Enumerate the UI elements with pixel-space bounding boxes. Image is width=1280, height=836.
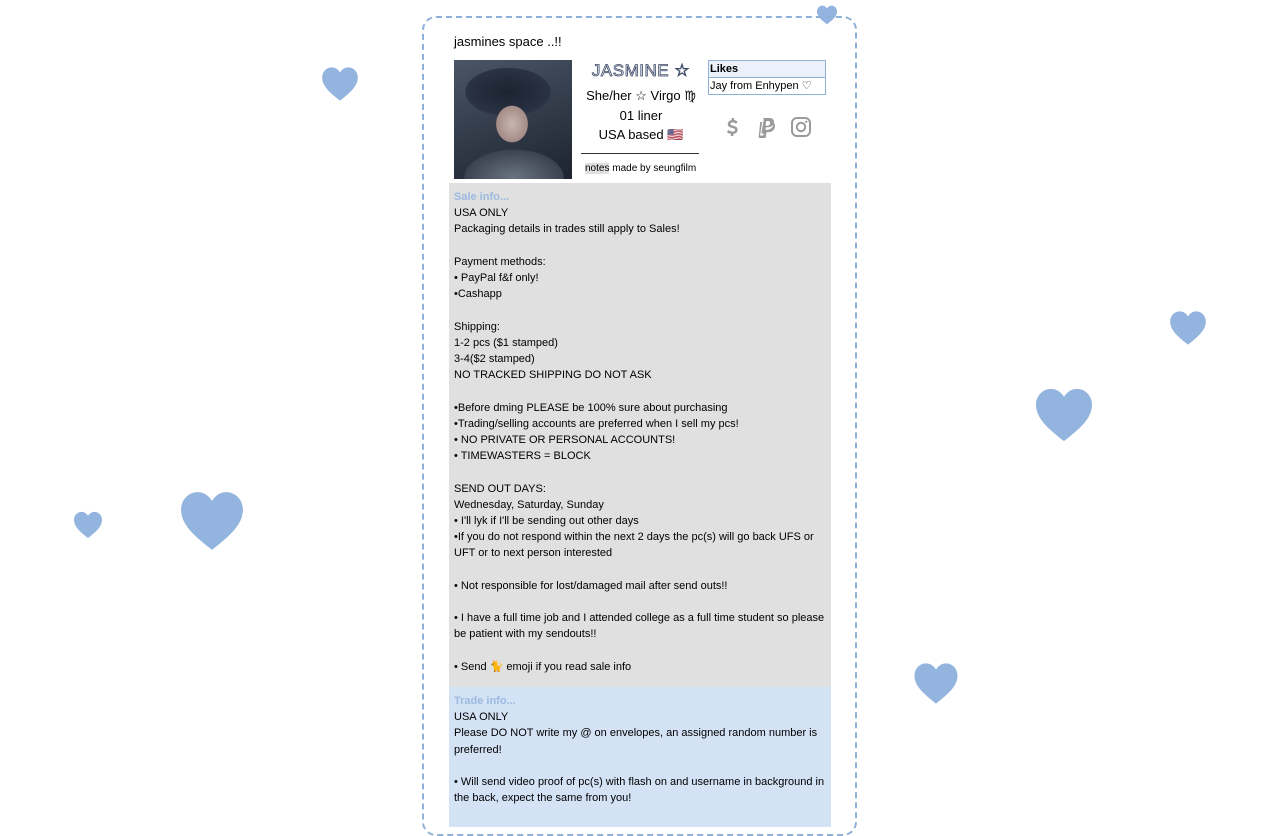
info-line: Payment methods: xyxy=(454,255,546,268)
info-line: • I'll lyk if I'll be sending out other days xyxy=(454,515,639,527)
credit-rest: made by seungfilm xyxy=(609,163,697,174)
heart-icon xyxy=(321,66,359,102)
info-line xyxy=(454,464,827,480)
credit-link[interactable]: notes xyxy=(585,163,610,174)
info-line xyxy=(454,594,827,610)
paypal-icon[interactable] xyxy=(755,115,779,139)
info-line: USA ONLY xyxy=(454,711,509,724)
info-line xyxy=(454,383,827,399)
liner-text: 01 liner xyxy=(619,108,663,123)
info-line xyxy=(454,302,827,318)
heart-icon xyxy=(913,662,959,705)
info-line: Wednesday, Saturday, Sunday xyxy=(454,498,604,511)
info-line xyxy=(454,238,827,254)
site-title: jasmines space ..!! xyxy=(454,34,562,49)
sale-info-lines xyxy=(454,205,827,675)
info-line: 1-2 pcs ($1 stamped) xyxy=(454,336,558,349)
info-line: • TIMEWASTERS = BLOCK xyxy=(454,450,591,463)
info-line: • PayPal f&f only! xyxy=(454,272,539,284)
info-line: •Cashapp xyxy=(454,288,502,301)
trade-info-lines xyxy=(454,709,827,806)
heart-icon xyxy=(179,490,245,552)
info-line: Packaging details in trades still apply to Sales! xyxy=(454,223,680,236)
info-line: • Send 🐈 emoji if you read sale info xyxy=(454,660,632,673)
info-line: • I have a full time job and I attended college as a full time student so please be patient with my sendouts!! xyxy=(454,612,828,641)
pronouns-sign: She/her ☆ Virgo ♍︎ xyxy=(586,88,696,103)
heart-icon xyxy=(1169,310,1207,346)
divider xyxy=(581,153,699,154)
info-line: USA ONLY xyxy=(454,207,509,220)
profile-photo xyxy=(454,60,572,179)
likes-box xyxy=(708,60,826,95)
info-line: •If you do not respond within the next 2 days the pc(s) will go back UFS or UFT or to next person interested xyxy=(454,531,817,560)
heart-icon xyxy=(1034,387,1094,443)
info-line: • NO PRIVATE OR PERSONAL ACCOUNTS! xyxy=(454,434,676,446)
sale-info-title: Sale info... xyxy=(454,191,510,203)
info-line xyxy=(454,758,827,774)
likes-value: Jay from Enhypen ♡ xyxy=(709,78,825,94)
location-text: USA based 🇺🇸 xyxy=(598,127,684,142)
trade-info-section xyxy=(449,687,831,827)
info-line xyxy=(454,643,827,659)
credit-text xyxy=(585,163,696,174)
likes-header: Likes xyxy=(709,61,825,78)
info-line: SEND OUT DAYS: xyxy=(454,482,546,495)
info-line: NO TRACKED SHIPPING DO NOT ASK xyxy=(454,369,652,382)
profile-name: JASMINE ☆ xyxy=(591,61,691,80)
sale-info-section xyxy=(449,183,831,687)
info-line: • Will send video proof of pc(s) with flash on and username in background in the back, expect the same from you! xyxy=(454,776,828,805)
info-line: •Trading/selling accounts are preferred when I sell my pcs! xyxy=(454,417,739,430)
trade-info-title: Trade info... xyxy=(454,695,516,707)
info-line xyxy=(454,562,827,578)
instagram-icon[interactable] xyxy=(789,115,813,139)
heart-icon xyxy=(73,511,103,539)
info-line: 3-4($2 stamped) xyxy=(454,353,535,365)
info-line: Shipping: xyxy=(454,320,500,333)
info-line: • Not responsible for lost/damaged mail after send outs!! xyxy=(454,579,728,592)
cashapp-dollar-icon[interactable] xyxy=(721,115,745,139)
info-line: •Before dming PLEASE be 100% sure about purchasing xyxy=(454,401,728,414)
info-line: Please DO NOT write my @ on envelopes, an assigned random number is preferred! xyxy=(454,727,821,756)
